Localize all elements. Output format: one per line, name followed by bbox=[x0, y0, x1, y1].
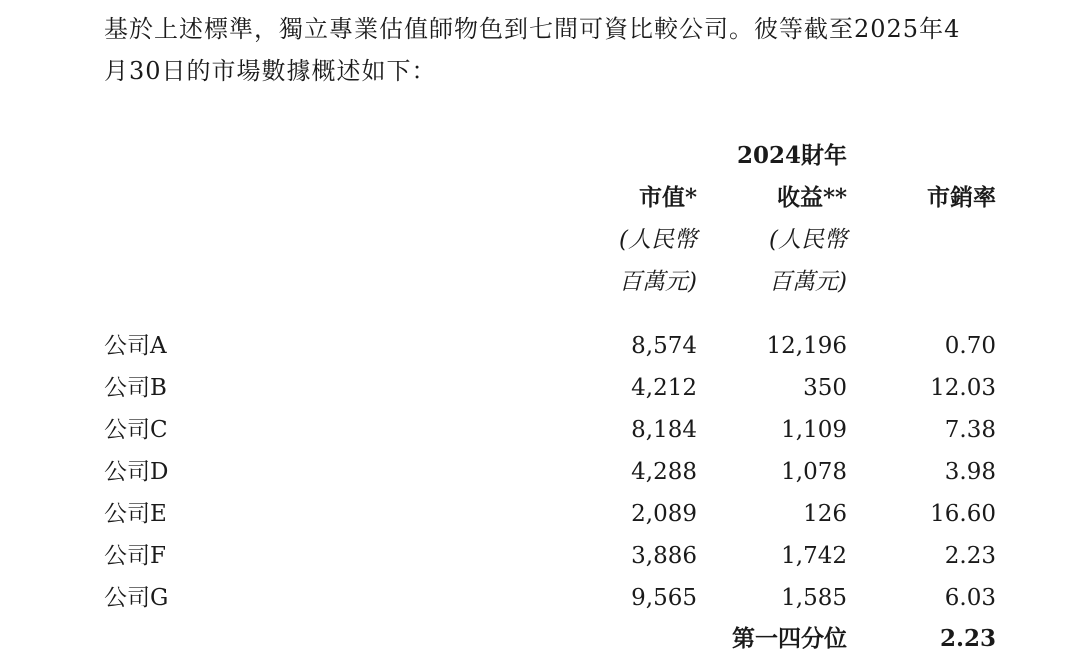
ps-ratio-cell: 6.03 bbox=[944, 585, 996, 611]
fiscal-year-header: 2024財年 bbox=[736, 142, 847, 169]
ps-ratio-cell: 16.60 bbox=[930, 501, 996, 527]
intro-line-2: 月30日的市場數據概述如下： bbox=[104, 57, 437, 85]
market-value-cell: 9,565 bbox=[631, 585, 697, 611]
company-name: 公司E bbox=[104, 501, 167, 527]
revenue-cell: 1,109 bbox=[781, 417, 847, 443]
summary-label: 第一四分位 bbox=[732, 625, 847, 652]
ps-ratio-cell: 2.23 bbox=[944, 543, 996, 569]
market-value-unit-line-1: (人民幣 bbox=[619, 227, 697, 253]
summary-value: 2.23 bbox=[939, 625, 996, 652]
market-value-cell: 2,089 bbox=[631, 501, 697, 527]
revenue-cell: 1,078 bbox=[781, 459, 847, 485]
ps-ratio-cell: 7.38 bbox=[944, 417, 996, 443]
market-value-cell: 3,886 bbox=[631, 543, 697, 569]
intro-line-1: 基於上述標準，獨立專業估值師物色到七間可資比較公司。彼等截至2025年4 bbox=[104, 15, 961, 43]
company-name: 公司G bbox=[104, 585, 169, 611]
ps-ratio-cell: 0.70 bbox=[944, 333, 996, 359]
revenue-cell: 350 bbox=[803, 375, 847, 401]
market-value-header: 市值* bbox=[638, 184, 697, 211]
market-value-unit-line-2: 百萬元) bbox=[619, 269, 697, 295]
revenue-cell: 12,196 bbox=[766, 333, 847, 359]
revenue-unit-line-2: 百萬元) bbox=[769, 269, 847, 295]
market-value-cell: 8,184 bbox=[631, 417, 697, 443]
market-value-cell: 4,212 bbox=[631, 375, 697, 401]
company-name: 公司B bbox=[104, 375, 167, 401]
ps-ratio-header: 市銷率 bbox=[927, 184, 996, 211]
revenue-header: 收益** bbox=[776, 184, 847, 211]
ps-ratio-cell: 12.03 bbox=[930, 375, 996, 401]
company-name: 公司C bbox=[104, 417, 168, 443]
company-name: 公司D bbox=[104, 459, 169, 485]
revenue-cell: 1,585 bbox=[781, 585, 847, 611]
market-value-cell: 4,288 bbox=[631, 459, 697, 485]
company-name: 公司F bbox=[104, 543, 166, 569]
ps-ratio-cell: 3.98 bbox=[944, 459, 996, 485]
revenue-cell: 126 bbox=[803, 501, 847, 527]
intro-paragraph bbox=[104, 8, 1024, 92]
market-value-cell: 8,574 bbox=[631, 333, 697, 359]
revenue-unit-line-1: (人民幣 bbox=[769, 227, 847, 253]
company-name: 公司A bbox=[104, 333, 167, 359]
revenue-cell: 1,742 bbox=[781, 543, 847, 569]
